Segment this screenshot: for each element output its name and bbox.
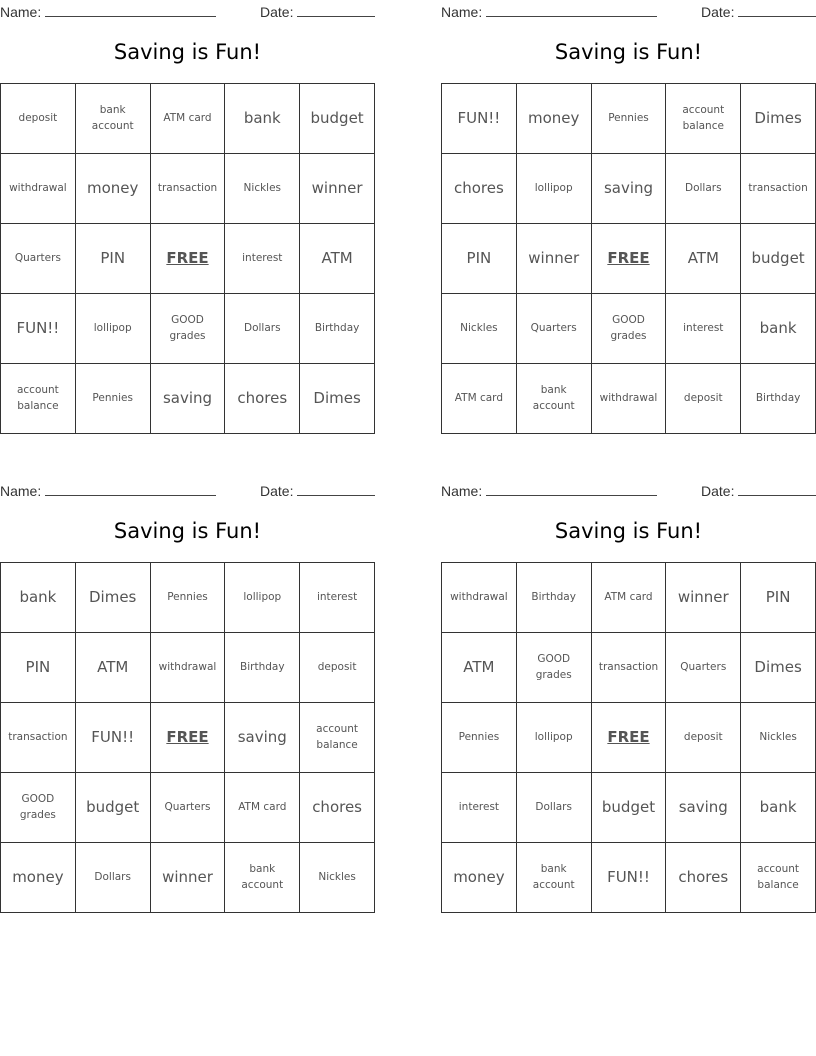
name-field (0, 481, 216, 499)
bingo-cell: Quarters (517, 294, 592, 364)
bingo-cell: account balance (666, 84, 741, 154)
bingo-cell: Quarters (1, 224, 76, 294)
bingo-cell: transaction (741, 154, 816, 224)
date-label: Date: (701, 483, 735, 499)
bingo-cell: Quarters (666, 633, 741, 703)
bingo-cell: Birthday (300, 294, 375, 364)
bingo-cell: Pennies (151, 563, 226, 633)
bingo-cell: GOOD grades (517, 633, 592, 703)
bingo-cell: Nickles (442, 294, 517, 364)
bingo-cell: saving (225, 703, 300, 773)
bingo-cell: Dimes (741, 84, 816, 154)
bingo-cell: saving (666, 773, 741, 843)
name-line (486, 481, 657, 496)
bingo-cell: FUN!! (1, 294, 76, 364)
name-field (0, 2, 216, 20)
bingo-cell: transaction (1, 703, 76, 773)
bingo-cell: account balance (741, 843, 816, 913)
bingo-cell: bank account (517, 843, 592, 913)
bingo-cell: Pennies (592, 84, 667, 154)
bingo-cell: budget (592, 773, 667, 843)
bingo-cell: Dimes (76, 563, 151, 633)
bingo-cell: withdrawal (151, 633, 226, 703)
bingo-cell: Dimes (300, 364, 375, 434)
date-label: Date: (701, 4, 735, 20)
bingo-cell: account balance (1, 364, 76, 434)
bingo-card-3 (0, 479, 375, 891)
name-field (441, 2, 657, 20)
bingo-cell: money (517, 84, 592, 154)
bingo-cell: PIN (76, 224, 151, 294)
bingo-cell: budget (300, 84, 375, 154)
name-line (45, 2, 216, 17)
bingo-cell: deposit (666, 364, 741, 434)
bingo-cell: FUN!! (592, 843, 667, 913)
bingo-cell: interest (442, 773, 517, 843)
bingo-cell: FUN!! (442, 84, 517, 154)
bingo-cell: deposit (666, 703, 741, 773)
bingo-cell: PIN (1, 633, 76, 703)
bingo-cell: Dollars (225, 294, 300, 364)
bingo-cell: chores (225, 364, 300, 434)
bingo-cell: bank (225, 84, 300, 154)
bingo-cell: Nickles (225, 154, 300, 224)
bingo-cell: ATM (666, 224, 741, 294)
bingo-card-4 (441, 479, 816, 891)
bingo-cell: bank (1, 563, 76, 633)
card-header (0, 0, 375, 22)
name-label: Name: (0, 4, 42, 20)
bingo-cell: ATM card (151, 84, 226, 154)
bingo-cell: deposit (300, 633, 375, 703)
bingo-cell: Birthday (225, 633, 300, 703)
card-header (441, 0, 816, 22)
bingo-cell: money (442, 843, 517, 913)
card-header (0, 479, 375, 501)
bingo-cell: winner (151, 843, 226, 913)
bingo-cell: lollipop (517, 154, 592, 224)
bingo-cell: GOOD grades (592, 294, 667, 364)
bingo-cell: GOOD grades (151, 294, 226, 364)
date-line (297, 481, 375, 496)
bingo-cell: bank (741, 773, 816, 843)
bingo-cell: money (1, 843, 76, 913)
bingo-cell: withdrawal (442, 563, 517, 633)
bingo-cell: withdrawal (592, 364, 667, 434)
name-label: Name: (441, 4, 483, 20)
bingo-cell: budget (741, 224, 816, 294)
free-space-cell: FREE (592, 703, 667, 773)
bingo-cell: ATM (76, 633, 151, 703)
name-line (45, 481, 216, 496)
bingo-cell: money (76, 154, 151, 224)
name-label: Name: (0, 483, 42, 499)
bingo-grid (441, 83, 816, 434)
bingo-cell: withdrawal (1, 154, 76, 224)
bingo-cell: Birthday (741, 364, 816, 434)
date-field (701, 2, 816, 20)
bingo-cell: chores (666, 843, 741, 913)
bingo-cell: Birthday (517, 563, 592, 633)
bingo-cell: Dollars (666, 154, 741, 224)
bingo-cell: interest (300, 563, 375, 633)
bingo-cell: lollipop (225, 563, 300, 633)
free-space-cell: FREE (151, 224, 226, 294)
bingo-cell: transaction (151, 154, 226, 224)
bingo-cell: bank account (517, 364, 592, 434)
bingo-cell: GOOD grades (1, 773, 76, 843)
bingo-cell: chores (442, 154, 517, 224)
card-header (441, 479, 816, 501)
name-field (441, 481, 657, 499)
date-field (701, 481, 816, 499)
bingo-cell: FUN!! (76, 703, 151, 773)
date-line (297, 2, 375, 17)
bingo-cell: ATM (300, 224, 375, 294)
date-line (738, 481, 816, 496)
bingo-grid (441, 562, 816, 913)
bingo-cell: saving (592, 154, 667, 224)
free-space-cell: FREE (592, 224, 667, 294)
bingo-cell: winner (517, 224, 592, 294)
bingo-cell: chores (300, 773, 375, 843)
date-field (260, 481, 375, 499)
bingo-grid (0, 83, 375, 434)
free-space-cell: FREE (151, 703, 226, 773)
bingo-cell: PIN (741, 563, 816, 633)
date-field (260, 2, 375, 20)
bingo-cell: Pennies (76, 364, 151, 434)
bingo-card-1 (0, 0, 375, 412)
bingo-cell: budget (76, 773, 151, 843)
bingo-cell: interest (666, 294, 741, 364)
bingo-cell: bank (741, 294, 816, 364)
bingo-grid (0, 562, 375, 913)
date-label: Date: (260, 483, 294, 499)
bingo-cell: Dollars (76, 843, 151, 913)
bingo-cell: ATM card (592, 563, 667, 633)
bingo-cell: interest (225, 224, 300, 294)
bingo-cell: transaction (592, 633, 667, 703)
name-label: Name: (441, 483, 483, 499)
bingo-cell: winner (666, 563, 741, 633)
bingo-cell: PIN (442, 224, 517, 294)
bingo-cell: winner (300, 154, 375, 224)
card-title: Saving is Fun! (554, 519, 703, 543)
bingo-cell: Quarters (151, 773, 226, 843)
bingo-cell: deposit (1, 84, 76, 154)
card-title: Saving is Fun! (554, 40, 703, 64)
date-label: Date: (260, 4, 294, 20)
bingo-cell: account balance (300, 703, 375, 773)
card-title: Saving is Fun! (113, 40, 262, 64)
bingo-cell: saving (151, 364, 226, 434)
name-line (486, 2, 657, 17)
bingo-cell: lollipop (517, 703, 592, 773)
bingo-cell: Nickles (741, 703, 816, 773)
bingo-cell: bank account (225, 843, 300, 913)
bingo-cell: ATM card (442, 364, 517, 434)
bingo-cell: Pennies (442, 703, 517, 773)
bingo-cell: bank account (76, 84, 151, 154)
date-line (738, 2, 816, 17)
bingo-cell: ATM card (225, 773, 300, 843)
bingo-cell: ATM (442, 633, 517, 703)
bingo-card-2 (441, 0, 816, 412)
card-title: Saving is Fun! (113, 519, 262, 543)
bingo-cell: lollipop (76, 294, 151, 364)
bingo-cell: Dimes (741, 633, 816, 703)
bingo-cell: Nickles (300, 843, 375, 913)
bingo-cell: Dollars (517, 773, 592, 843)
